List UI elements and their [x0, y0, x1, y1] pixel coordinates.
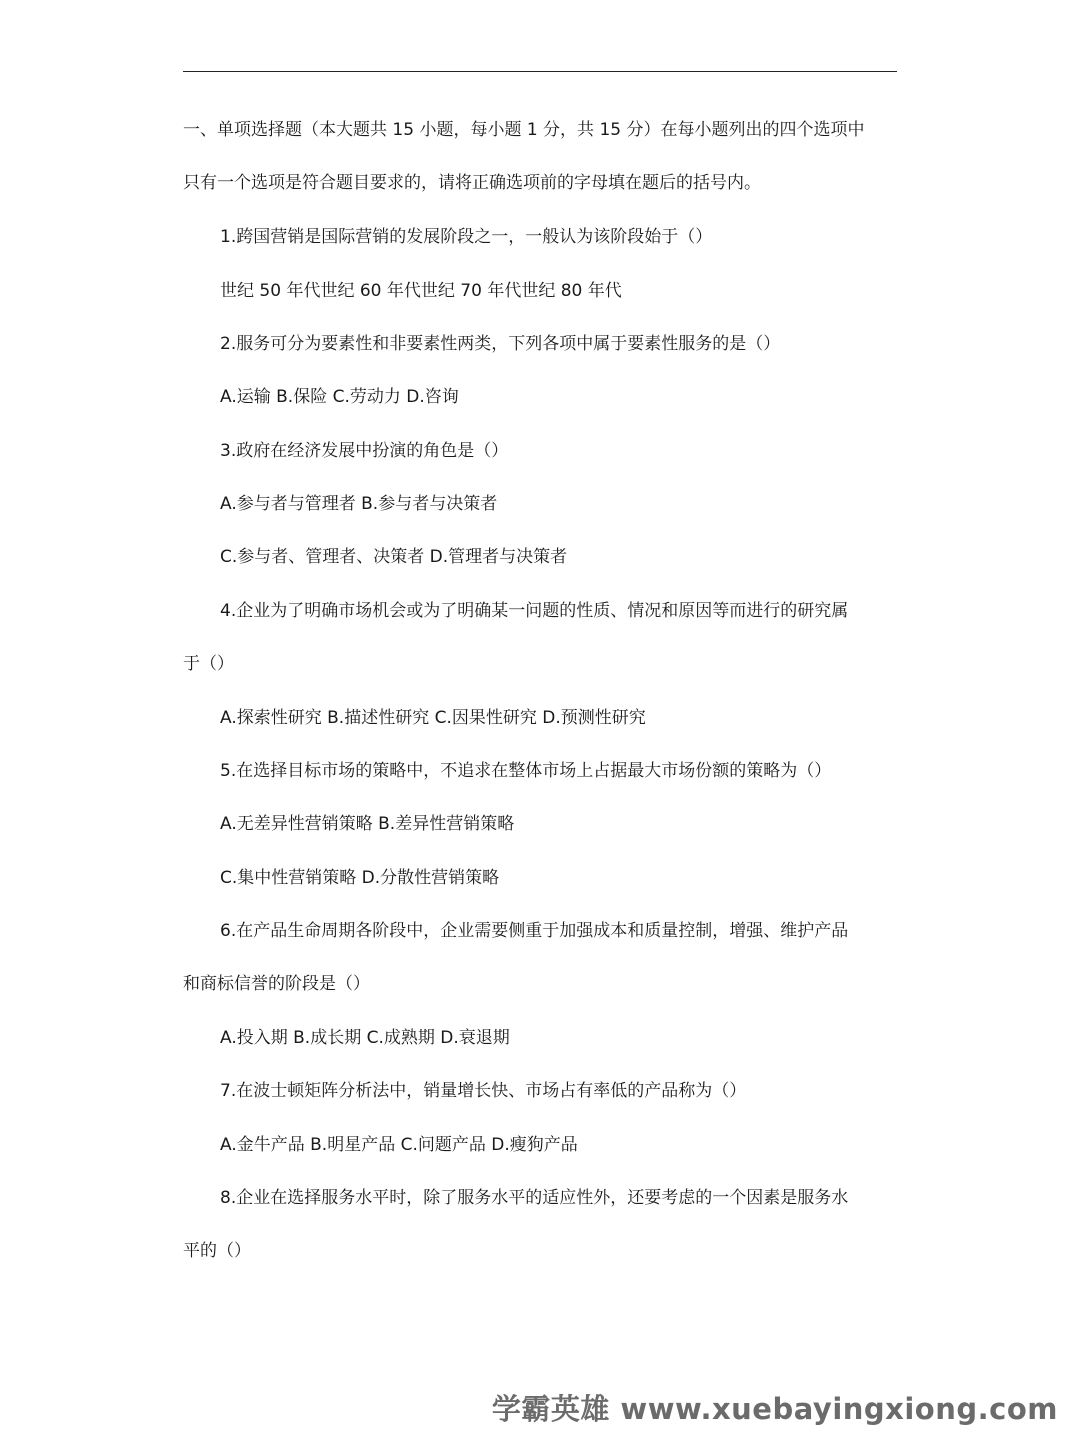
question-4-options: A.探索性研究 B.描述性研究 C.因果性研究 D.预测性研究: [220, 708, 646, 728]
question-1: 1.跨国营销是国际营销的发展阶段之一，一般认为该阶段始于（）: [220, 227, 713, 247]
question-3-options-1: A.参与者与管理者 B.参与者与决策者: [220, 494, 498, 514]
section-heading-line2: 只有一个选项是符合题目要求的，请将正确选项前的字母填在题后的括号内。: [183, 173, 761, 193]
question-1-options: 世纪 50 年代世纪 60 年代世纪 70 年代世纪 80 年代: [220, 281, 622, 301]
question-3-options-2: C.参与者、管理者、决策者 D.管理者与决策者: [220, 547, 568, 567]
question-4-cont: 于（）: [183, 654, 234, 674]
question-3: 3.政府在经济发展中扮演的角色是（）: [220, 441, 509, 461]
top-rule: [183, 71, 897, 72]
question-6: 6.在产品生命周期各阶段中，企业需要侧重于加强成本和质量控制，增强、维护产品: [220, 921, 849, 941]
question-6-options: A.投入期 B.成长期 C.成熟期 D.衰退期: [220, 1028, 510, 1048]
question-4: 4.企业为了明确市场机会或为了明确某一问题的性质、情况和原因等而进行的研究属: [220, 601, 849, 621]
question-6-cont: 和商标信誉的阶段是（）: [183, 974, 370, 994]
question-8: 8.企业在选择服务水平时，除了服务水平的适应性外，还要考虑的一个因素是服务水: [220, 1188, 849, 1208]
question-8-cont: 平的（）: [183, 1241, 251, 1261]
question-5-options-1: A.无差异性营销策略 B.差异性营销策略: [220, 814, 515, 834]
question-2: 2.服务可分为要素性和非要素性两类，下列各项中属于要素性服务的是（）: [220, 334, 781, 354]
question-5: 5.在选择目标市场的策略中，不追求在整体市场上占据最大市场份额的策略为（）: [220, 761, 832, 781]
question-7-options: A.金牛产品 B.明星产品 C.问题产品 D.瘦狗产品: [220, 1135, 578, 1155]
question-5-options-2: C.集中性营销策略 D.分散性营销策略: [220, 868, 500, 888]
site-watermark: 学霸英雄 www.xuebayingxiong.com: [491, 1392, 1058, 1426]
question-2-options: A.运输 B.保险 C.劳动力 D.咨询: [220, 387, 459, 407]
section-heading-line1: 一、单项选择题（本大题共 15 小题，每小题 1 分，共 15 分）在每小题列出的四个选项中: [183, 120, 865, 140]
question-7: 7.在波士顿矩阵分析法中，销量增长快、市场占有率低的产品称为（）: [220, 1081, 747, 1101]
